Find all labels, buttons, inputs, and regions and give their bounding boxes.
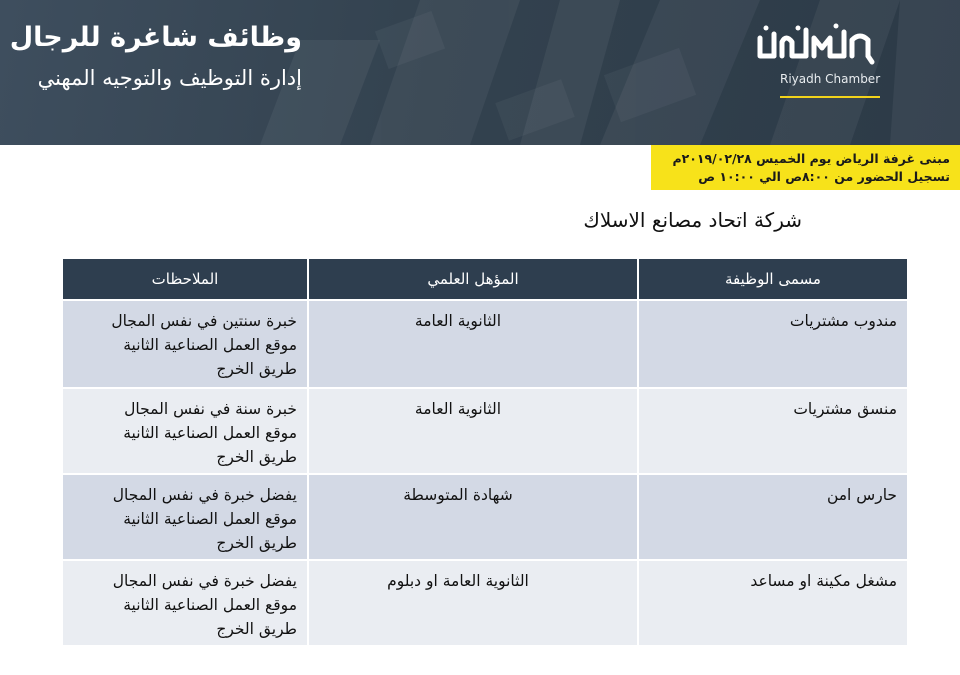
note-work-location: موقع العمل الصناعية الثانية — [123, 336, 297, 354]
jobs-table — [61, 259, 909, 647]
note-road: طريق الخرج — [216, 360, 297, 378]
note-experience: يفضل خبرة في نفس المجال — [112, 486, 297, 504]
notes-cell — [62, 300, 308, 388]
table-row — [62, 300, 908, 388]
notes-cell — [62, 474, 308, 560]
banner-title: وظائف شاغرة للرجال — [9, 22, 302, 53]
qualification-cell: الثانوية العامة — [308, 388, 638, 474]
note-road: طريق الخرج — [216, 534, 297, 552]
table-header-row — [62, 259, 908, 300]
note-experience: يفضل خبرة في نفس المجال — [112, 572, 297, 590]
job-title-cell: منسق مشتريات — [638, 388, 908, 474]
header-qualification: المؤهل العلمي — [308, 259, 638, 300]
notes-cell — [62, 560, 308, 646]
note-experience: خبرة سنة في نفس المجال — [124, 400, 297, 418]
note-work-location: موقع العمل الصناعية الثانية — [123, 510, 297, 528]
logo-caption: Riyadh Chamber — [780, 72, 881, 86]
event-notice — [651, 145, 960, 190]
header-job-title: مسمى الوظيفة — [638, 259, 908, 300]
qualification-cell: الثانوية العامة او دبلوم — [308, 560, 638, 646]
note-work-location: موقع العمل الصناعية الثانية — [123, 596, 297, 614]
note-experience: خبرة سنتين في نفس المجال — [111, 312, 297, 330]
notes-cell — [62, 388, 308, 474]
header-notes: الملاحظات — [62, 259, 308, 300]
banner-subtitle: إدارة التوظيف والتوجيه المهني — [37, 66, 302, 90]
company-name: شركة اتحاد مصانع الاسلاك — [583, 208, 802, 232]
note-road: طريق الخرج — [216, 448, 297, 466]
notice-location-date: مبنى غرفة الرياض يوم الخميس ٢٠١٩/٠٢/٢٨م — [672, 151, 950, 166]
table-row — [62, 560, 908, 646]
job-title-cell: حارس امن — [638, 474, 908, 560]
table-row — [62, 474, 908, 560]
riyadh-chamber-logo — [752, 20, 880, 68]
header-banner — [0, 0, 960, 145]
qualification-cell: الثانوية العامة — [308, 300, 638, 388]
job-title-cell: مندوب مشتريات — [638, 300, 908, 388]
note-work-location: موقع العمل الصناعية الثانية — [123, 424, 297, 442]
notice-registration-time: تسجيل الحضور من ٨:٠٠ص الي ١٠:٠٠ ص — [698, 169, 950, 184]
logo-underline — [780, 96, 880, 98]
note-road: طريق الخرج — [216, 620, 297, 638]
table-row — [62, 388, 908, 474]
job-title-cell: مشغل مكينة او مساعد — [638, 560, 908, 646]
qualification-cell: شهادة المتوسطة — [308, 474, 638, 560]
